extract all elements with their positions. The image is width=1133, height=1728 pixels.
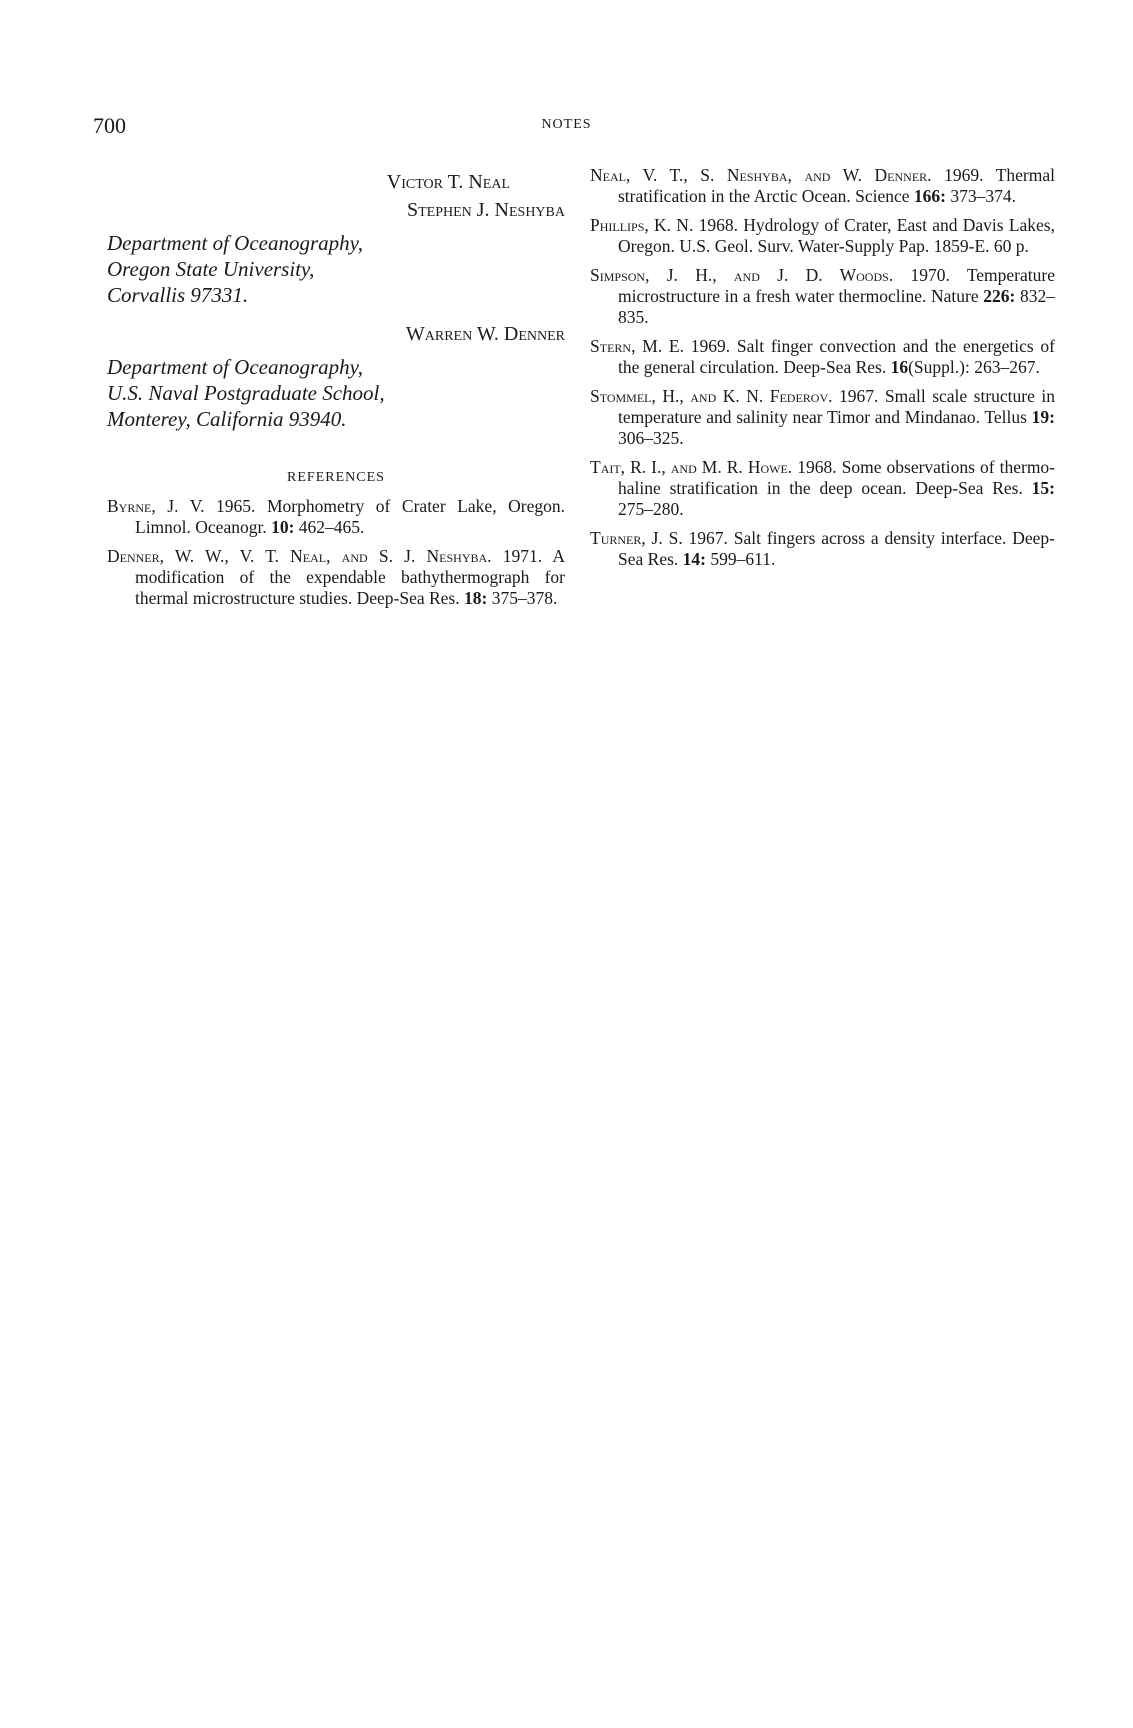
running-head: NOTES [541, 117, 592, 132]
right-column [590, 165, 1055, 578]
reference-entry: Byrne, J. V. 1965. Morphometry of Crater Lake, Oregon. Limnol. Oceanogr. 10: 462–465. [107, 496, 565, 537]
reference-entry: Stern, M. E. 1969. Salt finger convection and the energetics of the general circulation. Deep-Sea Res. 16(Suppl.): 263–267. [590, 336, 1055, 377]
affiliation-line: Corvallis 97331. [107, 283, 249, 307]
reference-entry: Stommel, H., and K. N. Federov. 1967. Small scale structure in temperature and salinity near Timor and Mindanao. Tellus 19: 306–325. [590, 386, 1055, 448]
author-name: Stephen J. Neshyba [406, 199, 565, 221]
page-number: 700 [93, 113, 126, 138]
affiliation-line: Oregon State University, [107, 257, 315, 281]
references-heading: REFERENCES [287, 470, 385, 485]
affiliation-line: U.S. Naval Postgraduate School, [107, 381, 385, 405]
reference-entry: Neal, V. T., S. Neshyba, and W. Denner. 1969. Thermal stratification in the Arctic Ocean. Science 166: 373–374. [590, 165, 1055, 206]
reference-entry: Simpson, J. H., and J. D. Woods. 1970. Temperature microstructure in a fresh water thermocline. Nature 226: 832–835. [590, 265, 1055, 327]
reference-entry: Denner, W. W., V. T. Neal, and S. J. Neshyba. 1971. A modification of the expendable bathythermograph for thermal microstructure studies. Deep-Sea Res. 18: 375–378. [107, 546, 565, 608]
author-name: Warren W. Denner [405, 323, 565, 345]
reference-entry: Tait, R. I., and M. R. Howe. 1968. Some observations of thermo-haline stratification in the deep ocean. Deep-Sea Res. 15: 275–280. [590, 457, 1056, 519]
reference-entry: Phillips, K. N. 1968. Hydrology of Crater, East and Davis Lakes, Oregon. U.S. Geol. Surv. Water-Supply Pap. 1859-E. 60 p. [590, 215, 1055, 256]
references-left-list [107, 496, 565, 609]
affiliation-line: Department of Oceanography, [107, 355, 364, 379]
affiliation-line: Monterey, California 93940. [107, 407, 347, 431]
left-column [107, 168, 565, 617]
reference-entry: Turner, J. S. 1967. Salt fingers across a density interface. Deep-Sea Res. 14: 599–611. [590, 528, 1056, 569]
author-name: Victor T. Neal [386, 171, 510, 193]
affiliation-line: Department of Oceanography, [107, 231, 364, 255]
